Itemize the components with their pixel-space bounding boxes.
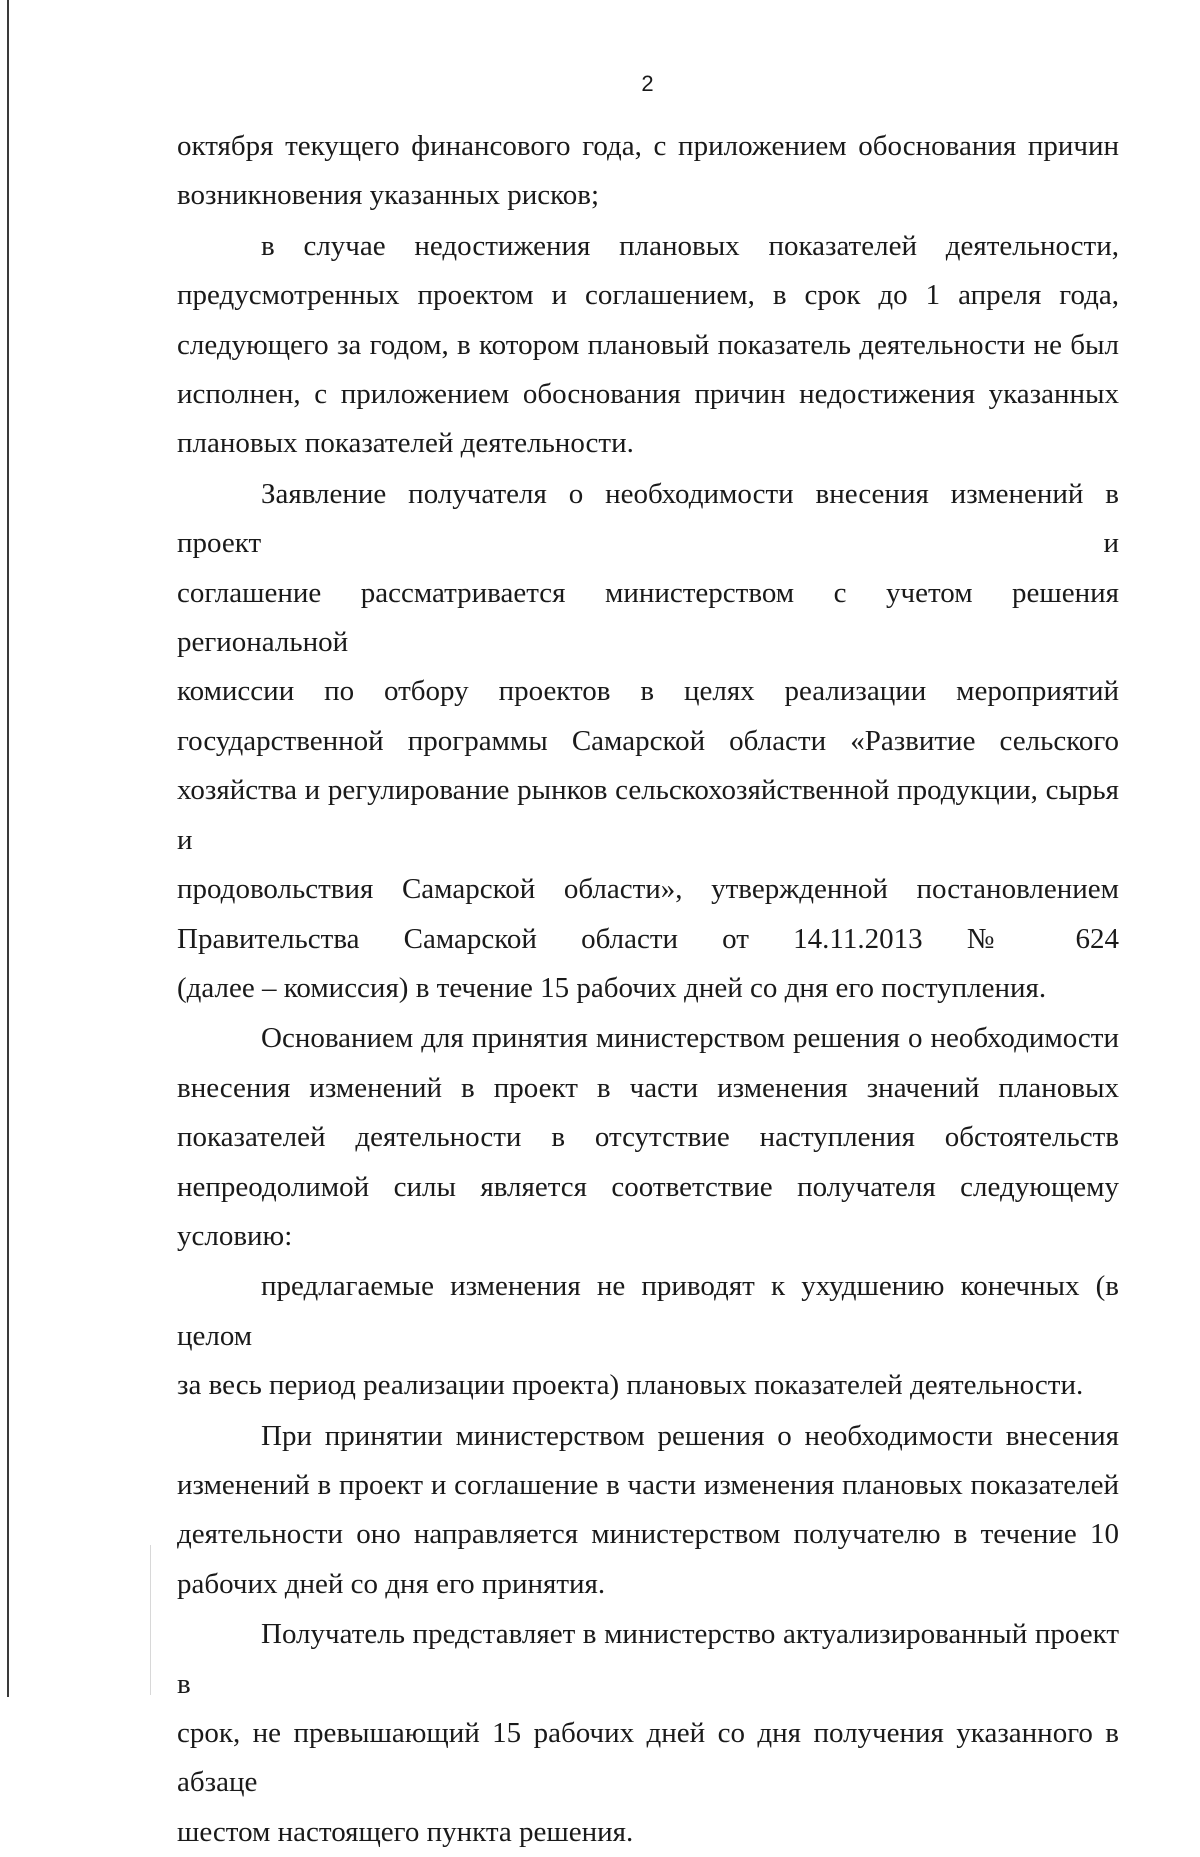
text-line: Получатель представляет в министерство актуализированный проект в xyxy=(177,1618,1119,1700)
scan-border-line xyxy=(7,0,9,1697)
text-line: возникновения указанных рисков; xyxy=(177,179,600,212)
text-line: условию: xyxy=(177,1219,293,1252)
text-line: Основанием для принятия министерством решения о необходимости xyxy=(261,1022,1119,1055)
paragraph-1 xyxy=(177,122,1119,221)
paragraph-3 xyxy=(177,470,1119,1013)
paragraph-5 xyxy=(177,1262,1119,1410)
text-line: государственной программы Самарской области «Развитие сельского xyxy=(177,724,1119,757)
text-line: При принятии министерством решения о необходимости внесения xyxy=(261,1419,1119,1452)
text-line: показателей деятельности в отсутствие наступления обстоятельств xyxy=(177,1121,1119,1154)
text-line: октября текущего финансового года, с приложением обоснования причин xyxy=(177,130,1119,162)
text-line: Правительства Самарской области от 14.11.2013 № 624 xyxy=(177,922,1119,955)
text-line: следующего за годом, в котором плановый показатель деятельности не был xyxy=(177,328,1119,361)
text-line: Заявление получателя о необходимости внесения изменений в проект и xyxy=(177,477,1119,560)
page-number: 2 xyxy=(641,71,654,96)
text-line: комиссии по отбору проектов в целях реализации мероприятий xyxy=(177,675,1119,708)
text-line: предусмотренных проектом и соглашением, в срок до 1 апреля года, xyxy=(177,279,1119,312)
text-line: за весь период реализации проекта) плановых показателей деятельности. xyxy=(177,1369,1084,1402)
text-line: рабочих дней со дня его принятия. xyxy=(177,1567,606,1600)
text-line: внесения изменений в проект в части изменения значений плановых xyxy=(177,1071,1119,1104)
paragraph-7 xyxy=(177,1610,1119,1857)
text-line: срок, не превышающий 15 рабочих дней со дня получения указанного в абзаце xyxy=(177,1717,1119,1799)
scan-faint-mark xyxy=(150,1545,151,1695)
paragraph-6 xyxy=(177,1412,1119,1610)
text-line: исполнен, с приложением обоснования причин недостижения указанных xyxy=(177,378,1119,411)
paragraph-4 xyxy=(177,1014,1119,1261)
paragraph-2 xyxy=(177,222,1119,469)
text-line: предлагаемые изменения не приводят к ухудшению конечных (в целом xyxy=(177,1270,1119,1352)
text-line: хозяйства и регулирование рынков сельскохозяйственной продукции, сырья и xyxy=(177,774,1119,856)
text-line: (далее – комиссия) в течение 15 рабочих дней со дня его поступления. xyxy=(177,971,1047,1004)
text-line: изменений в проект и соглашение в части изменения плановых показателей xyxy=(177,1468,1119,1501)
text-line: в случае недостижения плановых показателей деятельности, xyxy=(261,229,1119,262)
text-line: плановых показателей деятельности. xyxy=(177,427,634,460)
text-line: непреодолимой силы является соответствие получателя следующему xyxy=(177,1170,1119,1203)
text-line: деятельности оно направляется министерством получателю в течение 10 xyxy=(177,1518,1119,1551)
text-line: продовольствия Самарской области», утвержденной постановлением xyxy=(177,873,1119,906)
text-line: шестом настоящего пункта решения. xyxy=(177,1815,634,1848)
text-line: соглашение рассматривается министерством с учетом решения региональной xyxy=(177,576,1119,659)
document-body xyxy=(177,122,1119,1857)
